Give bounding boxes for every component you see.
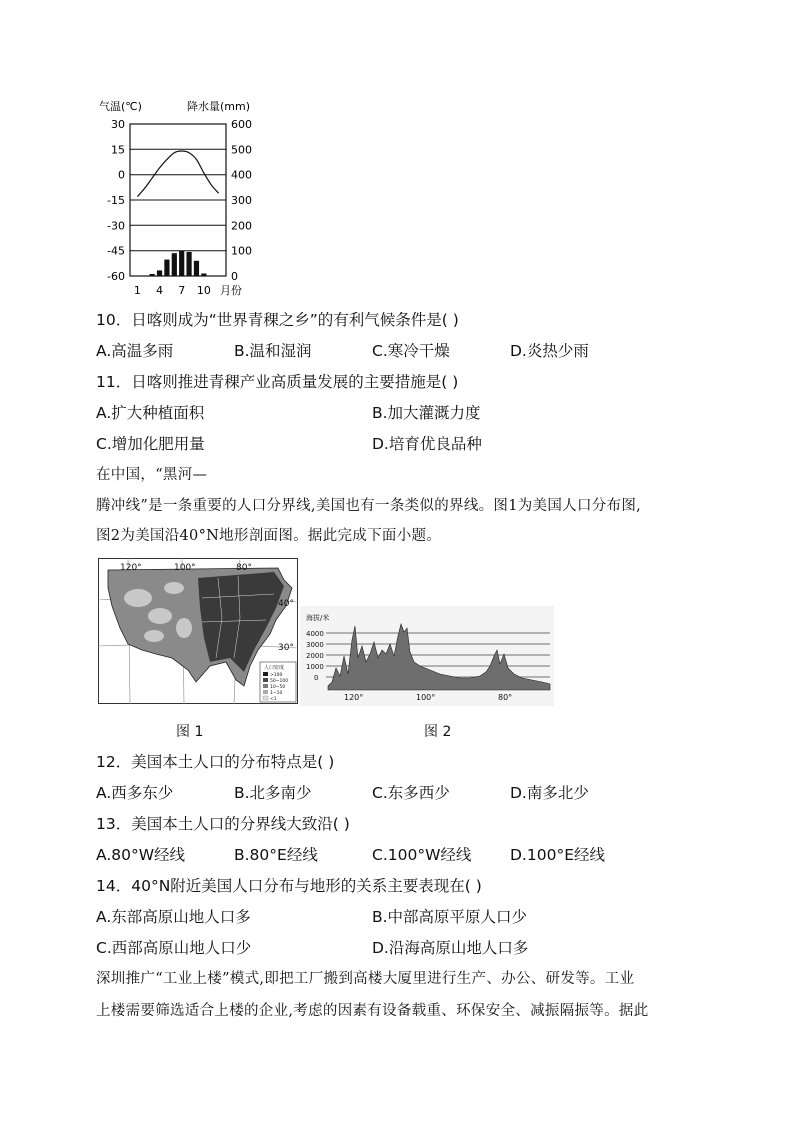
profile-y-4000: 4000 <box>306 630 324 638</box>
profile-y-1000: 1000 <box>306 663 324 671</box>
q10-option-a[interactable]: A.高温多雨 <box>96 342 174 360</box>
passage-2-line-1: 深圳推广“工业上楼”模式,即把工厂搬到高楼大厦里进行生产、办公、研发等。工业 <box>96 971 635 987</box>
climate-chart <box>95 96 265 302</box>
q10-option-b[interactable]: B.温和湿润 <box>234 342 312 360</box>
x-tick-label: 1 <box>133 284 141 297</box>
right-axis-ticks <box>231 118 252 283</box>
precipitation-bar <box>194 261 199 276</box>
q14-option-d[interactable]: D.沿海高原山地人口多 <box>372 939 529 957</box>
map-lat-40: 40° <box>278 599 294 609</box>
passage-1-line-2: 腾冲线”是一条重要的人口分界线,美国也有一条类似的界线。图1为美国人口分布图, <box>96 498 642 514</box>
q14-option-c[interactable]: C.西部高原山地人口少 <box>96 939 252 957</box>
map-lon-120: 120° <box>120 563 142 573</box>
legend-title: 人口密度 <box>264 665 285 671</box>
right-tick-label: 500 <box>231 143 252 157</box>
map-lon-100: 100° <box>174 563 196 573</box>
x-tick-label: 4 <box>156 284 164 297</box>
profile-x-80: 80° <box>498 693 513 702</box>
question-12-stem: 12．美国本土人口的分布特点是( ) <box>96 753 335 771</box>
map-lon-80: 80° <box>236 563 252 573</box>
legend-item-4: 1~10 <box>270 691 283 696</box>
passage-1-line-1: 在中国，“黑河— <box>96 467 208 483</box>
precipitation-bar <box>179 251 184 276</box>
question-13-stem: 13．美国本土人口的分界线大致沿( ) <box>96 815 350 833</box>
legend-item-3: 10~50 <box>270 685 286 690</box>
left-axis-title: 气温(℃) <box>99 100 142 113</box>
legend-item-5: <1 <box>270 697 277 702</box>
left-tick-label: -60 <box>107 270 125 283</box>
q11-option-a[interactable]: A.扩大种植面积 <box>96 404 205 422</box>
q14-option-a[interactable]: A.东部高原山地人口多 <box>96 908 251 926</box>
q13-option-d[interactable]: D.100°E经线 <box>510 846 605 864</box>
q13-option-c[interactable]: C.100°W经线 <box>372 846 472 864</box>
left-tick-label: 0 <box>118 168 125 182</box>
plot-frame <box>130 124 226 276</box>
precipitation-bar <box>150 274 155 276</box>
figure-1-caption: 图 1 <box>176 724 204 740</box>
profile-y-2000: 2000 <box>306 652 324 660</box>
q10-option-d[interactable]: D.炎热少雨 <box>510 342 589 360</box>
q13-option-a[interactable]: A.80°W经线 <box>96 846 186 864</box>
legend-item-2: 50~100 <box>270 679 289 684</box>
q13-option-b[interactable]: B.80°E经线 <box>234 846 318 864</box>
right-axis-title: 降水量(mm) <box>187 100 251 113</box>
legend-item-1: >100 <box>270 673 283 678</box>
q10-option-c[interactable]: C.寒冷干燥 <box>372 342 450 360</box>
q11-option-c[interactable]: C.增加化肥用量 <box>96 435 205 453</box>
precipitation-bar <box>142 275 147 276</box>
right-tick-label: 200 <box>231 219 252 233</box>
us-population-map <box>98 558 298 704</box>
right-tick-label: 100 <box>231 244 252 258</box>
profile-y-3000: 3000 <box>306 641 324 649</box>
right-tick-label: 400 <box>231 168 252 182</box>
precipitation-bar <box>157 270 162 276</box>
left-tick-label: 15 <box>111 143 125 157</box>
profile-y-0: 0 <box>314 674 319 682</box>
question-14-stem: 14．40°N附近美国人口分布与地形的关系主要表现在( ) <box>96 877 482 895</box>
passage-1-line-3: 图2为美国沿40°N地形剖面图。据此完成下面小题。 <box>96 528 442 544</box>
q12-option-a[interactable]: A.西多东少 <box>96 784 174 802</box>
question-11-stem: 11．日喀则推进青稞产业高质量发展的主要措施是( ) <box>96 373 459 391</box>
x-unit-label: 月份 <box>220 284 242 297</box>
question-10-stem: 10．日喀则成为“世界青稞之乡”的有利气候条件是( ) <box>96 311 459 329</box>
left-tick-label: -15 <box>107 194 125 207</box>
q14-option-b[interactable]: B.中部高原平原人口少 <box>372 908 528 926</box>
right-tick-label: 0 <box>231 270 238 283</box>
profile-y-title: 海拔/米 <box>306 614 330 622</box>
precipitation-bar <box>135 276 140 277</box>
map-lat-30: 30° <box>278 643 294 653</box>
left-tick-label: -45 <box>107 244 125 258</box>
x-axis-ticks <box>134 284 211 297</box>
profile-x-100: 100° <box>416 693 436 702</box>
figure-2-caption: 图 2 <box>424 724 452 740</box>
precipitation-bar <box>164 260 169 276</box>
left-tick-label: 30 <box>111 118 125 131</box>
precipitation-bar <box>172 253 177 276</box>
precipitation-bar <box>209 275 214 276</box>
q11-option-b[interactable]: B.加大灌溉力度 <box>372 404 481 422</box>
precipitation-bars <box>135 251 221 277</box>
q12-option-d[interactable]: D.南多北少 <box>510 784 589 802</box>
right-tick-label: 300 <box>231 194 252 207</box>
passage-2-line-2: 上楼需要筛选适合上楼的企业,考虑的因素有设备载重、环保安全、减振隔振等。据此 <box>96 1003 649 1019</box>
precipitation-bar <box>201 273 206 276</box>
profile-x-120: 120° <box>344 693 364 702</box>
q12-option-c[interactable]: C.东多西少 <box>372 784 450 802</box>
temperature-line <box>137 151 218 197</box>
x-tick-label: 10 <box>196 284 211 297</box>
q12-option-b[interactable]: B.北多南少 <box>234 784 312 802</box>
precipitation-bar <box>186 252 191 276</box>
x-tick-label: 7 <box>178 284 186 297</box>
left-axis-ticks <box>107 118 125 283</box>
terrain-profile-chart <box>300 606 554 706</box>
precipitation-bar <box>216 276 221 277</box>
right-tick-label: 600 <box>231 118 252 131</box>
map-legend <box>260 662 296 702</box>
left-tick-label: -30 <box>107 219 125 233</box>
q11-option-d[interactable]: D.培育优良品种 <box>372 435 482 453</box>
